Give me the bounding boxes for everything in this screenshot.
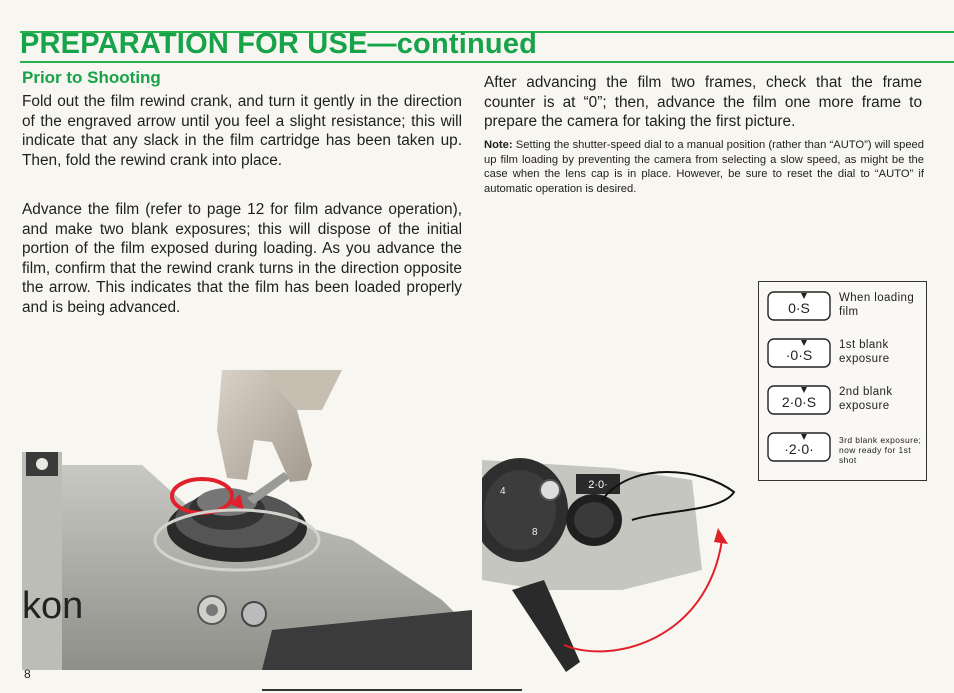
left-paragraph-2: Advance the film (refer to page 12 for film advance operation), and make two blank exposures; this will dispose of the initial portion of the film exposed during loading. As you advance the film, confirm that the rewind crank turns in the direction opposite the arrow. This indicates that the film has been loaded properly and is being advanced. [22,201,462,316]
counter-label: 1st blank exposure [839,339,890,365]
right-paragraph-1: After advancing the film two frames, check that the frame counter is at “0”; then, advance the film one more frame to prepare the camera for taking the first picture. [484,74,922,130]
camera-rewind-photo [22,370,472,670]
note-text: Setting the shutter-speed dial to a manual position (rather than “AUTO”) will speed up film loading by preventing the camera from selecting a slow speed, as might be the case when the lens cap is in place. However, be sure to reset the dial to “AUTO” if automatic operation is desired. [484,139,924,195]
counter-row-1st-blank [767,335,923,371]
counter-label: 3rd blank exposure; now ready for 1st shot [839,435,922,465]
dial-marking: 4 [500,486,506,497]
counter-window-text: 2·0·S [781,394,817,410]
counter-window-icon [767,338,831,368]
note-paragraph [484,138,924,196]
counter-window-icon [767,385,831,415]
frame-counter-panel [758,281,927,481]
dial-marking: 8 [532,527,538,538]
bottom-rule [262,689,522,691]
counter-window-text: 0·S [788,300,810,316]
counter-row-3rd-blank [767,429,923,465]
counter-row-loading [767,288,923,324]
camera-brand-text: kon [22,585,84,627]
section-heading: Prior to Shooting [22,68,161,87]
counter-window-text: ·2·0· [784,441,814,457]
page-number: 8 [24,667,31,681]
left-paragraph-1: Fold out the film rewind crank, and turn it gently in the direction of the engraved arrow until you feel a slight resistance; this will indicate that any slack in the film cartridge has been taken up. Then, fold the rewind crank into place. [22,93,462,169]
counter-window-icon [767,432,831,462]
counter-window-text: ·0·S [785,347,813,363]
counter-label: 2nd blank exposure [839,386,893,412]
counter-label: When loading film [839,292,915,318]
counter-window-photo-text: 2·0· [588,479,608,491]
counter-window-icon [767,291,831,321]
frame-counter-photo [482,440,762,685]
page-title: PREPARATION FOR USE—continued [20,28,538,60]
counter-row-2nd-blank [767,382,923,418]
note-label: Note: [484,139,513,151]
title-rule-bottom [20,61,954,63]
